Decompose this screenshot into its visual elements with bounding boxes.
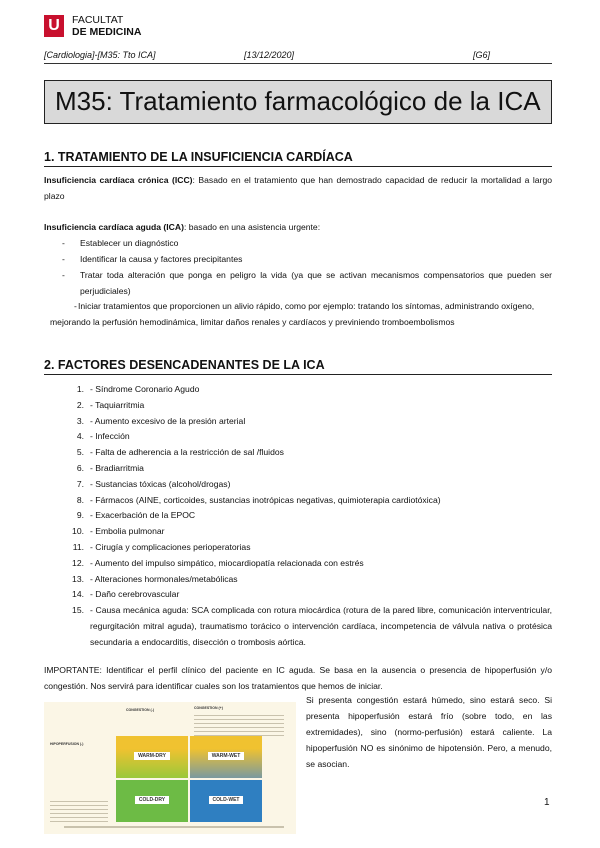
fig-row-label: HIPOPERFUSION (-) xyxy=(50,742,84,746)
course-tag: [Cardiologia]-[M35: Tto ICA] xyxy=(44,50,156,60)
icc-paragraph xyxy=(44,172,552,204)
list-item: 14. - Daño cerebrovascular xyxy=(72,589,180,600)
ica-label: Insuficiencia cardíaca aguda (ICA) xyxy=(44,222,184,232)
faculty-line-1: FACULTAT xyxy=(72,14,124,26)
perfusion-congestion-figure xyxy=(44,702,296,834)
warm-dry-label: WARM-DRY xyxy=(134,752,170,760)
cold-wet-label: COLD-WET xyxy=(209,796,244,804)
quadrant-cold-dry xyxy=(116,780,188,822)
list-item: 8. - Fármacos (AINE, corticoides, sustancias inotrópicas negativas, quimioterapia cardiotóxica) xyxy=(76,494,441,505)
list-item: 5. - Falta de adherencia a la restricción de sal /fluidos xyxy=(76,447,284,458)
warm-wet-label: WARM-WET xyxy=(208,752,245,760)
list-item: 7. - Sustancias tóxicas (alcohol/drogas) xyxy=(76,478,231,489)
cold-dry-label: COLD-DRY xyxy=(135,796,169,804)
list-item: -Iniciar tratamientos que proporcionen un alivio rápido, como por ejemplo: tratando los síntomas, administrando oxígeno, mejorando la perfusión hemodinámica, limitar daños renales y cardíacos y previniendo tromboembolismos xyxy=(50,301,535,327)
list-item: 4. - Infección xyxy=(76,431,130,442)
quadrant-warm-dry xyxy=(116,736,188,778)
bullet-text: Tratar toda alteración que ponga en peligro la vida (ya que se activan mecanismos compensatorios que pueden ser perjudiciales) xyxy=(80,270,552,296)
bullet-text: Establecer un diagnóstico xyxy=(80,238,179,248)
list-item: 10. - Embolia pulmonar xyxy=(72,526,165,537)
ica-paragraph xyxy=(44,219,552,235)
bullet-text: Iniciar tratamientos que proporcionen un alivio rápido, como por ejemplo: tratando los síntomas, administrando oxígeno, mejorando la perfusión hemodinámica, limitar daños renales y cardíacos y previniendo tromboembolismos xyxy=(50,301,535,327)
bullet-text: Identificar la causa y factores precipitantes xyxy=(80,254,243,264)
page-title: M35: Tratamiento farmacológico de la ICA xyxy=(55,86,541,116)
quadrant-warm-wet xyxy=(190,736,262,778)
quadrant-cold-wet xyxy=(190,780,262,822)
page-number: 1 xyxy=(544,797,550,808)
fig-col-right: CONGESTION (+) xyxy=(194,706,223,710)
icc-text: : Basado en el tratamiento que han demostrado capacidad de reducir la mortalidad a largo plazo xyxy=(44,175,553,201)
fig-col-left: CONGESTION (-) xyxy=(126,708,154,712)
group-tag: [G6] xyxy=(473,50,491,60)
fig-sign-list xyxy=(50,798,108,822)
ica-text: : basado en una asistencia urgente: xyxy=(183,222,321,232)
factors-list xyxy=(60,382,552,651)
list-item: - Establecer un diagnóstico xyxy=(62,235,552,251)
ica-bullets xyxy=(62,235,552,299)
faculty-name xyxy=(72,14,141,38)
list-item: 3. - Aumento excesivo de la presión arterial xyxy=(76,415,246,426)
university-logo: U xyxy=(44,15,64,37)
list-item: 13. - Alteraciones hormonales/metabólicas xyxy=(72,573,238,584)
section-2-heading: 2. FACTORES DESENCADENANTES DE LA ICA xyxy=(44,358,552,375)
fig-caption-line xyxy=(64,826,284,828)
list-item: 11. - Cirugía y complicaciones perioperatorias xyxy=(72,541,251,552)
faculty-line-2: DE MEDICINA xyxy=(72,26,142,38)
list-item: 12. - Aumento del impulso simpático, miocardiopatía relacionada con estrés xyxy=(72,557,364,568)
list-item: - Tratar toda alteración que ponga en peligro la vida (ya que se activan mecanismos compensatorios que pueden ser perjudiciales) xyxy=(62,267,552,299)
fig-symptom-list xyxy=(194,712,284,736)
list-item: 6. - Bradiarritmia xyxy=(76,462,144,473)
date-tag: [13/12/2020] xyxy=(244,50,295,60)
icc-label: Insuficiencia cardíaca crónica xyxy=(44,175,169,185)
important-paragraph: IMPORTANTE: Identificar el perfil clínico del paciente en IC aguda. Se basa en la ausencia o presencia de hipoperfusión y/o congestión. Nos servirá para identificar cuales son los tratamientos que hemos de iniciar. xyxy=(44,665,552,691)
section-1-heading: 1. TRATAMIENTO DE LA INSUFICIENCIA CARDÍACA xyxy=(44,150,552,167)
side-paragraph: Si presenta congestión estará húmedo, sino estará seco. Si presenta hipoperfusión estará frío (sobre todo, en las extremidades), sino (normo-perfusión) estará caliente. La hipoperfusión NO es sinónimo de hipotensión. Pero, a menudo, se asocian. xyxy=(306,695,552,769)
icc-abbr: (ICC) xyxy=(172,175,193,185)
title-box xyxy=(44,80,552,124)
header-divider xyxy=(44,63,552,64)
list-item: - Identificar la causa y factores precipitantes xyxy=(62,251,552,267)
list-item: 9. - Exacerbación de la EPOC xyxy=(76,510,196,521)
list-item: 15. - Causa mecánica aguda: SCA complicada con rotura miocárdica (rotura de la pared libre, comunicación interventricular, regurgitación mitral aguda), traumatismo torácico o intervención cardíaca, incompetencia de válvula nativa o protésica secundaria a endocarditis, disección o trombosis aórtica. xyxy=(72,605,552,647)
list-item: 1. - Síndrome Coronario Agudo xyxy=(76,384,200,394)
list-item: 2. - Taquiarritmia xyxy=(76,399,145,410)
